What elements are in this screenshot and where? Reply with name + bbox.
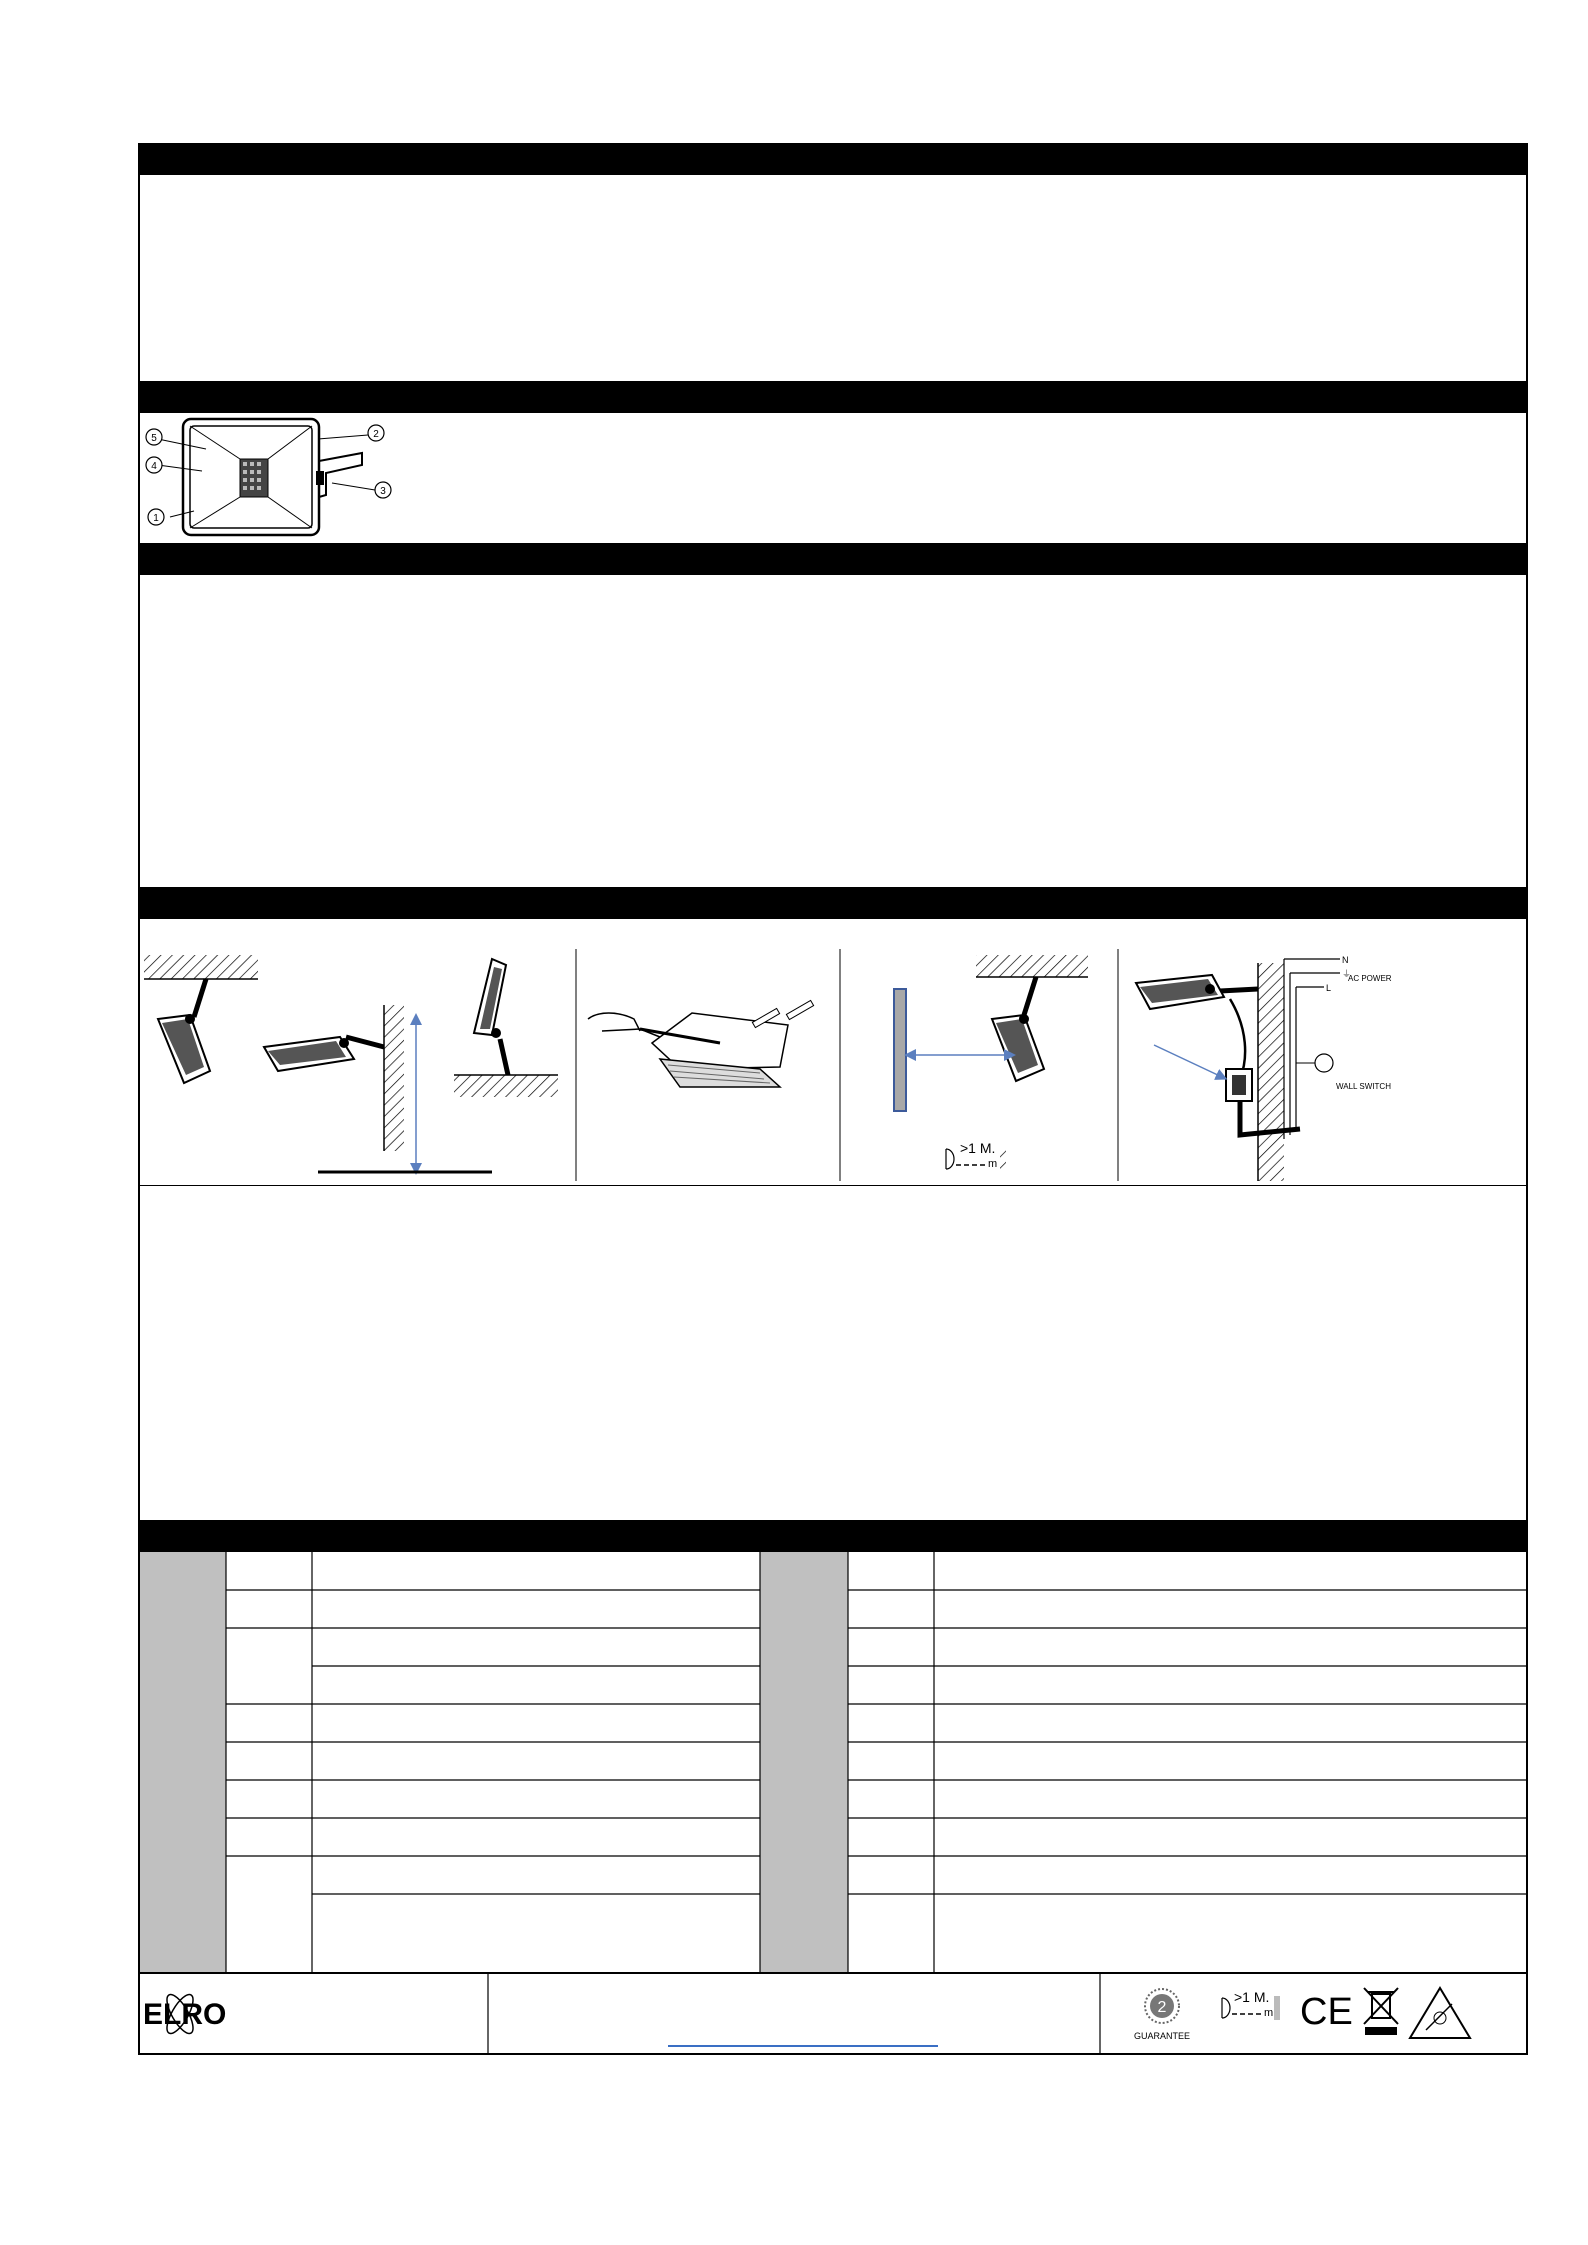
figure-mounting-positions bbox=[144, 955, 558, 1172]
footer-distance-label: >1 M. bbox=[1234, 1989, 1270, 2005]
elro-logo bbox=[143, 1991, 226, 2037]
section-body-1 bbox=[140, 175, 1526, 381]
section-header-bar-3 bbox=[138, 543, 1528, 575]
product-description-section bbox=[140, 413, 1526, 543]
figure-wiring bbox=[1136, 955, 1392, 1181]
guarantee-years: 2 bbox=[1157, 1999, 1167, 2016]
min-distance-label: >1 M. bbox=[960, 1140, 996, 1156]
callout-1: 1 bbox=[153, 513, 159, 524]
guarantee-badge bbox=[1134, 1989, 1190, 2041]
footer-content bbox=[140, 1974, 1526, 2055]
section-header-bar-1 bbox=[138, 143, 1528, 175]
guarantee-label: GUARANTEE bbox=[1133, 2031, 1191, 2041]
section-header-bar-4 bbox=[138, 887, 1528, 919]
floodlight-diagram bbox=[140, 413, 400, 543]
wire-neutral-label: N bbox=[1342, 955, 1349, 965]
ce-mark: CE bbox=[1300, 1991, 1353, 2033]
callout-4: 4 bbox=[151, 461, 157, 472]
brand-name: ELRO bbox=[143, 1998, 227, 2031]
footer bbox=[140, 1972, 1526, 2055]
weee-bin-icon bbox=[1364, 1988, 1398, 2034]
safety-warning-icon bbox=[1410, 1988, 1470, 2038]
callout-2: 2 bbox=[373, 429, 379, 440]
wire-live-label: L bbox=[1326, 983, 1332, 993]
section-header-bar-6 bbox=[138, 1520, 1528, 1552]
manual-page bbox=[138, 143, 1528, 2055]
ac-power-label: AC POWER bbox=[1348, 974, 1392, 983]
installation-diagrams bbox=[140, 919, 1526, 1185]
min-distance-icon bbox=[1222, 1989, 1280, 2020]
callout-3: 3 bbox=[380, 486, 386, 497]
section-body-5 bbox=[140, 1186, 1526, 1520]
installation-figures bbox=[140, 919, 1526, 1185]
figure-bracket-screwing bbox=[588, 1000, 814, 1087]
specifications-table bbox=[140, 1552, 1526, 1972]
callout-5: 5 bbox=[151, 433, 157, 444]
figure-min-distance bbox=[894, 955, 1088, 1171]
section-header-bar-2 bbox=[138, 381, 1528, 413]
footer-distance-unit: m bbox=[1264, 2007, 1274, 2019]
wire-earth-label: ⏚ bbox=[1342, 969, 1352, 979]
wall-switch-label: WALL SWITCH bbox=[1336, 1082, 1391, 1091]
min-distance-unit: m bbox=[988, 1158, 998, 1170]
section-body-3 bbox=[140, 575, 1526, 887]
specifications-table-grid bbox=[140, 1552, 1526, 1972]
